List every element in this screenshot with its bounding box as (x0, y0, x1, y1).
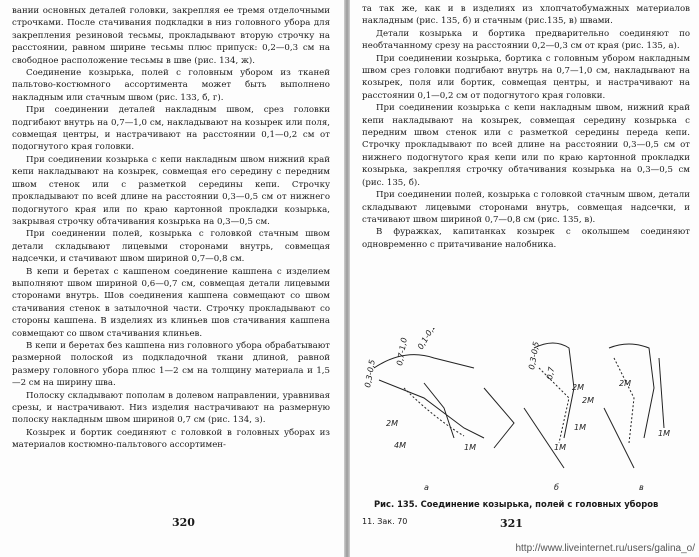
fig-label: 2M (386, 419, 398, 428)
right-page-text (362, 3, 690, 251)
paragraph: В кепи и беретах без кашпена низ головного убора обрабатывают размерной полоской из подкладочной ткани длиной, равной размеру головного убора плюс 1—2 см на толщину материала и 1,5—2 см на ширину шва. (12, 340, 330, 389)
paragraph: При соединении полей, козырька с головкой стачным швом детали складывают лицевыми сторонами внутрь, совмещая надсечки, и стачивают швом шириной 0,7—0,8 см. (12, 229, 330, 265)
fig-label: в (639, 483, 644, 492)
printer-signature: 11. Зак. 70 (362, 517, 408, 526)
fig-label: 2M (619, 379, 631, 388)
paragraph: В кепи и беретах с кашпеном соединение кашпена с изделием выполняют швом шириной 0,6—0,7 см, совмещая детали лицевыми сторонами внутрь. Шов соединения кашпена совмещают со швом стачивания стенок в затылочной части. Строчку прокладывают со стороны кашпена. В изделиях из клиньев шов стачивания кашпена совмещают со швом стачивания клиньев. (12, 266, 330, 339)
paragraph: В фуражках, капитанках козырек с околышем соединяют одновременно с притачивание налобника. (362, 227, 690, 250)
figure-135 (364, 328, 686, 496)
fig-label: 1M (574, 423, 586, 432)
paragraph: та так же, как и в изделиях из хлопчатобумажных материалов накладным (рис. 135, б) и стачным (рис.135, в) швами. (362, 4, 690, 27)
fig-label: 1M (554, 443, 566, 452)
paragraph: При соединении деталей накладным швом, срез головки подгибают внутрь на 0,7—1,0 см, накладывают на козырек или поля, совмещая центры, и настрачивают на расстоянии 0,1—0,2 см от подогнутого края головки. (12, 105, 330, 153)
fig-label: 0,3-0,5 (527, 340, 541, 371)
paragraph: При соединении козырька с кепи накладным швом нижний край кепи накладывают на козырек, совмещая его середину с передним швом стенок или с разметкой середины кепи. Строчку прокладывают по всей длине на расстоянии 0,3—0,5 см от нижнего подогнутого края или по краю картонной прокладки козырька, закрывая строчку обтачивания козырька на 0,3—0,5 см. (12, 154, 330, 227)
fig-label: 4M (394, 441, 406, 450)
fig-label: 2M (582, 396, 594, 405)
fig-label: 0,7 (545, 366, 557, 381)
page-number: 321 (500, 517, 523, 530)
source-url: http://www.liveinternet.ru/users/galina_o/ (515, 543, 695, 554)
diagram-a-brim (379, 380, 484, 438)
fig-label: 1M (658, 429, 670, 438)
diagram-c-outline (609, 344, 654, 438)
paragraph: При соединении полей, козырька с головкой стачным швом, детали складывают лицевыми сторонами внутрь, совмещая надсечки, и стачивают швом шириной 0,7—0,8 см (рис. 135, в). (362, 190, 690, 225)
left-page (0, 0, 344, 557)
page-number: 320 (172, 516, 195, 529)
seam-diagram (364, 328, 686, 496)
diagram-c-edge (659, 358, 664, 428)
left-page-text (12, 5, 330, 452)
figure-caption: Рис. 135. Соединение козырька, полей с головных уборов (374, 499, 659, 509)
diagram-a-outline (374, 355, 474, 368)
fig-label: 0,1-0,2 (415, 328, 438, 351)
paragraph: Полоску складывают пополам в долевом направлении, уравнивая срезы, и настрачивают. Низ изделия настрачивают на размерную полоску накладным швом шириной 0,7 см (рис. 134, з). (12, 390, 330, 426)
paragraph: При соединении козырька, бортика с головным убором накладным швом срез головки подгибают внутрь на 0,7—1,0 см, накладывают на козырек, поля или бортик, совмещая центры, и настрачивают на расстоянии 0,1—0,2 см от подогнутого края головки. (362, 53, 690, 101)
paragraph: Детали козырька и бортика предварительно соединяют по необтачанному срезу на расстоянии 0,2—0,3 см от края (рис. 135, а). (362, 28, 690, 52)
diagram-b-brim (524, 408, 564, 468)
paragraph: Соединение козырька, полей с головным убором из тканей пальтово-костюмного ассортимента может быть выполнено накладным или стачным швом (рис. 133, б, г). (12, 68, 330, 103)
fig-label: а (424, 483, 429, 492)
fig-label: 0,7-1,0 (395, 336, 409, 367)
diagram-a-edge (484, 388, 514, 448)
fig-label: 1M (464, 443, 476, 452)
right-page (350, 0, 699, 557)
paragraph: Козырек и бортик соединяют с головкой в головных уборах из материалов костюмно-пальтового ассортимен- (12, 427, 330, 451)
fig-label: б (554, 483, 559, 492)
paragraph: При соединении козырька с кепи накладным швом, нижний край кепи накладывают на козырек, совмещая середину козырька с передним швом стенок или с разметкой середины переда кепи. Строчку прокладывают по всей длине на расстоянии 0,3—0,5 см от нижнего подогнутого края кепи или по краю картонной прокладки козырька, закрепляя строчку обтачивания козырька на 0,3—0,5 см (рис. 135, б). (362, 103, 690, 188)
diagram-b-outline (534, 343, 574, 438)
fig-label: 0,3-0,5 (364, 358, 377, 389)
paragraph: вании основных деталей головки, закрепляя ее тремя отделочными строчками. После стачивания подкладки в низ головного убора для закрепления резиновой тесьмы, прокладывают вторую строчку на расстоянии, равном ширине тесьмы плюс припуск: 0,2—0,3 см на свободное расположение тесьмы в шве (рис. 134, ж). (12, 6, 330, 66)
fig-label: 2M (572, 383, 584, 392)
